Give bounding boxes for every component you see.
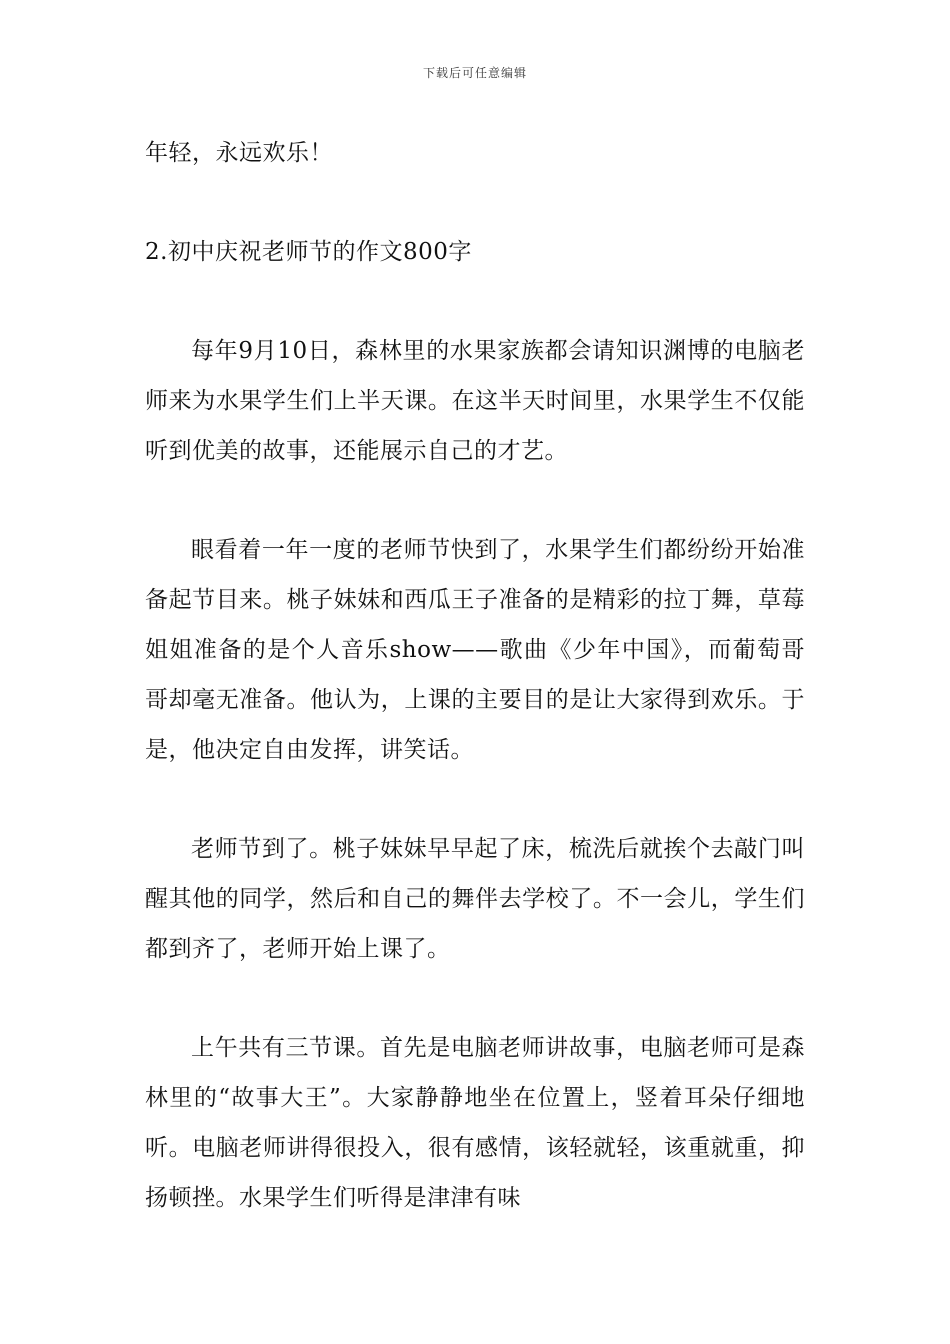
header-note: 下载后可任意编辑 (422, 66, 527, 80)
paragraph-2: 眼看着一年一度的老师节快到了，水果学生们都纷纷开始准备起节目来。桃子妹妹和西瓜王子准备的是精彩的拉丁舞，草莓姐姐准备的是个人音乐show——歌曲《少年中国》，而葡萄哥哥却毫无准备。他认为，上课的主要目的是让大家得到欢乐。于是，他决定自由发挥，讲笑话。 (145, 537, 805, 763)
paragraph-1: 每年9月10日，森林里的水果家族都会请知识渊博的电脑老师来为水果学生们上半天课。在这半天时间里，水果学生不仅能听到优美的故事，还能展示自己的才艺。 (145, 338, 805, 464)
document-body (145, 128, 805, 1223)
paragraph-3: 老师节到了。桃子妹妹早早起了床，梳洗后就挨个去敲门叫醒其他的同学，然后和自己的舞伴去学校了。不一会儿，学生们都到齐了，老师开始上课了。 (145, 836, 805, 962)
paragraph-4: 上午共有三节课。首先是电脑老师讲故事，电脑老师可是森林里的“故事大王”。大家静静地坐在位置上，竖着耳朵仔细地听。电脑老师讲得很投入，很有感情，该轻就轻，该重就重，抑扬顿挫。水果学生们听得是津津有味 (145, 1035, 805, 1211)
lead-line: 年轻，永远欢乐！ (145, 140, 333, 166)
section-heading: 2.初中庆祝老师节的作文800字 (145, 239, 472, 265)
